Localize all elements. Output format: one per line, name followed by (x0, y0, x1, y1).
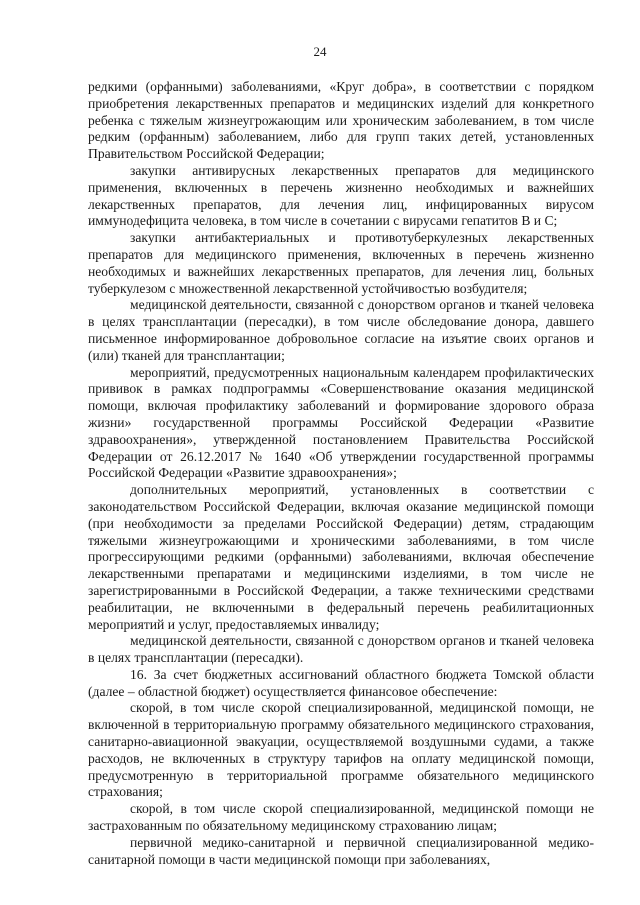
paragraph: мероприятий, предусмотренных национальным календарем профилактических прививок в рамках подпрограммы «Совершенствование оказания медицинской помощи, включая профилактику заболеваний и формирование здорового образа жизни» государственной программы Российской Федерации «Развитие здравоохранения», утвержденной постановлением Правительства Российской Федерации от 26.12.2017 № 1640 «Об утверждении государственной программы Российской Федерации «Развитие здравоохранения»; (88, 364, 594, 481)
paragraph: медицинской деятельности, связанной с донорством органов и тканей человека в целях трансплантации (пересадки). (88, 633, 594, 666)
page-number: 24 (313, 44, 327, 59)
paragraph: закупки антивирусных лекарственных препаратов для медицинского применения, включенных в перечень жизненно необходимых и важнейших лекарственных препаратов, для лечения лиц, инфицированных вирусом иммунодефицита человека, в том числе в сочетании с вирусами гепатитов В и С; (88, 162, 594, 229)
paragraph: скорой, в том числе скорой специализированной, медицинской помощи не застрахованным по обязательному медицинскому страхованию лицам; (88, 801, 594, 834)
paragraph: скорой, в том числе скорой специализированной, медицинской помощи, не включенной в территориальную программу обязательного медицинского страхования, санитарно-авиационной эвакуации, осуществляемой воздушными судами, а также расходов, не включенных в структуру тарифов на оплату медицинской помощи, предусмотренную в территориальной программе обязательного медицинского страхования; (88, 700, 594, 800)
section-paragraph: 16. За счет бюджетных ассигнований областного бюджета Томской области (далее – областной бюджет) осуществляется финансовое обеспечение: (88, 666, 594, 699)
paragraph: первичной медико-санитарной и первичной специализированной медико-санитарной помощи в части медицинской помощи при заболеваниях, (88, 834, 594, 867)
paragraph: редкими (орфанными) заболеваниями, «Круг добра», в соответствии с порядком приобретения лекарственных препаратов и медицинских изделий для конкретного ребенка с тяжелым жизнеугрожающим или хроническим заболеванием, в том числе редким (орфанным) заболеванием, либо для групп таких детей, установленных Правительством Российской Федерации; (88, 79, 594, 162)
document-body (88, 79, 594, 868)
paragraph: закупки антибактериальных и противотуберкулезных лекарственных препаратов для медицинского применения, включенных в перечень жизненно необходимых и важнейших лекарственных препаратов, для лечения лиц, больных туберкулезом с множественной лекарственной устойчивостью возбудителя; (88, 230, 594, 296)
paragraph: дополнительных мероприятий, установленных в соответствии с законодательством Российской Федерации, включая оказание медицинской помощи (при необходимости за пределами Российской Федерации) детям, страдающим тяжелыми жизнеугрожающими и хроническими заболеваниями, в том числе прогрессирующими редкими (орфанными) заболеваниями, включая обеспечение лекарственными препаратами и медицинскими изделиями, в том числе не зарегистрированными в Российской Федерации, а также техническими средствами реабилитации, не включенными в федеральный перечень реабилитационных мероприятий и услуг, предоставляемых инвалиду; (88, 482, 594, 632)
paragraph: медицинской деятельности, связанной с донорством органов и тканей человека в целях трансплантации (пересадки), в том числе обследование донора, давшего письменное информированное добровольное согласие на изъятие своих органов и (или) тканей для трансплантации; (88, 297, 594, 363)
